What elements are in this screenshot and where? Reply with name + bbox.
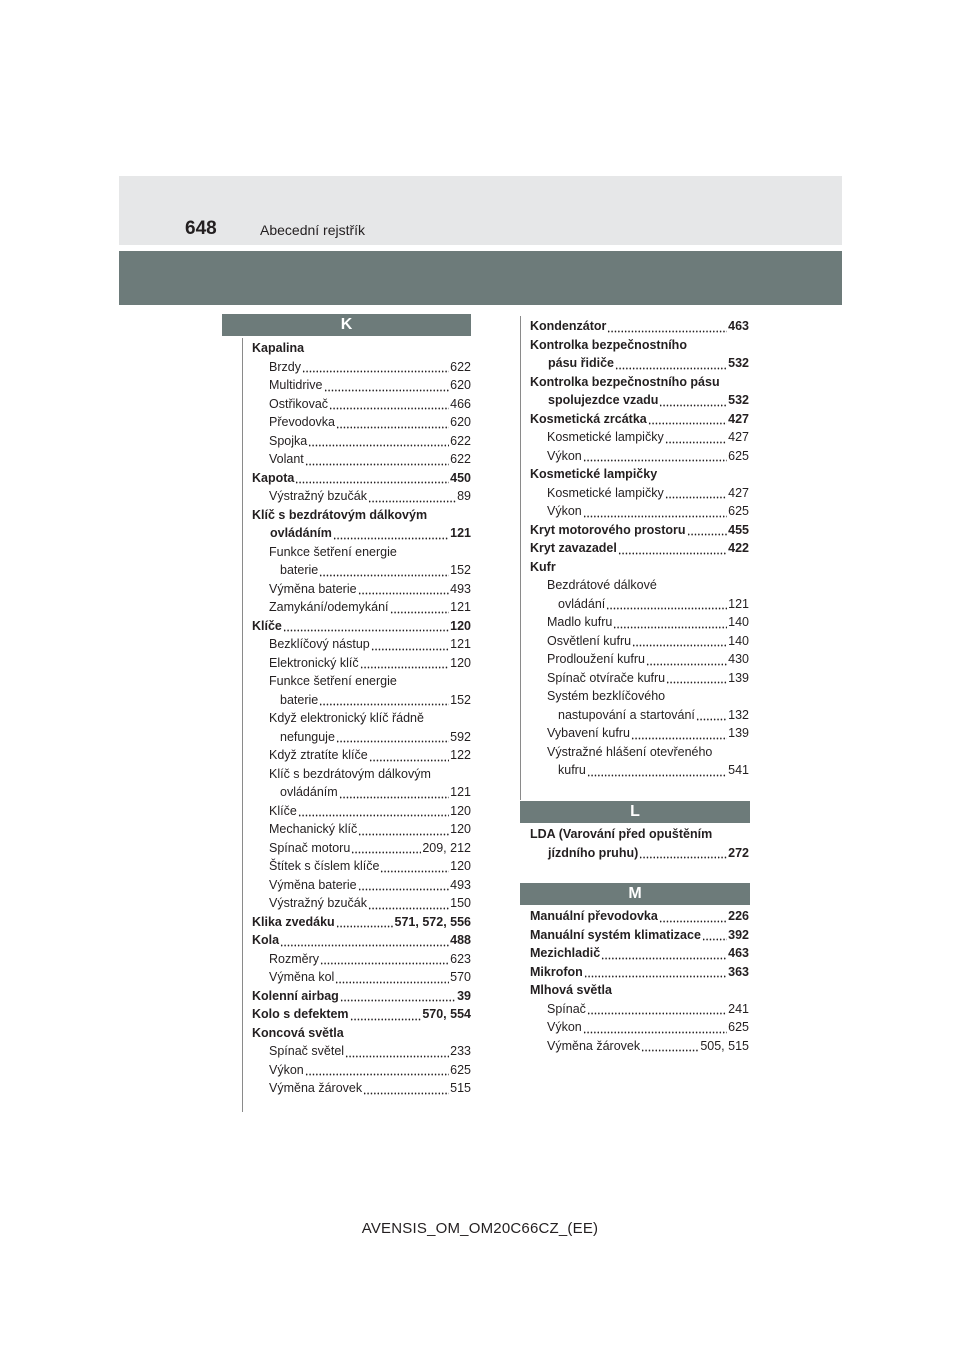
index-entry [252,432,471,451]
index-entry-page: 622 [450,433,471,448]
index-entry [252,1079,471,1098]
index-entry [252,802,471,821]
index-entry-page: 272 [728,845,749,860]
index-entry-label: Kryt zavazadel [530,541,617,555]
index-entry-label: Mlhová světla [530,983,612,997]
index-entry-label: Štítek s číslem klíče [269,859,380,873]
index-entry-label: Mechanický klíč [269,822,358,836]
index-entry-label: Výměna baterie [269,877,357,892]
index-entry-label: Když ztratíte klíče [269,748,368,762]
index-entry-label: Mikrofon [530,964,583,979]
dot-leader [601,946,727,960]
index-entry-page: 120 [450,859,471,873]
index-entry-label: Rozměry [269,951,320,966]
index-list-m [530,907,749,1055]
index-entry-label: Výměna žárovek [269,1081,363,1095]
index-entry-label: Kola [252,933,280,947]
index-entry [530,613,749,632]
index-entry-label: Klíč s bezdrátovým dálkovým [252,507,428,522]
dot-leader [702,927,727,941]
section-header-l: L [520,801,750,823]
index-entry-label: Výkon [547,504,582,518]
dot-leader [345,1044,449,1058]
index-entry-label: Vybavení kufru [547,726,630,740]
index-entry-label: Spínač otvírače kufru [547,670,666,685]
index-entry-label: Prodloužení kufru [547,652,645,666]
index-entry [252,339,471,358]
index-entry-page: 121 [450,600,471,614]
index-entry-label: Spínač světel [269,1044,345,1058]
index-entry-label: Kosmetické lampičky [547,485,664,500]
index-entry-label: Brzdy [269,359,301,374]
dot-leader [339,785,449,799]
index-entry [252,968,471,987]
index-entry [252,358,471,377]
index-entry [530,373,749,392]
index-entry [252,635,471,654]
index-entry-page: 505, 515 [700,1038,749,1053]
dot-leader [336,415,449,429]
index-entry [530,844,749,863]
index-entry [530,391,749,410]
dot-leader [618,541,727,555]
dot-leader [687,522,728,536]
index-entry [530,428,749,447]
index-entry-label: Bezklíčový nástup [269,637,370,651]
index-entry [252,820,471,839]
index-entry-label: Kolo s defektem [252,1007,349,1021]
index-entry-label: Výměna žárovek [547,1038,641,1053]
index-entry-page: 620 [450,378,471,392]
index-entry [252,654,471,673]
index-entry [530,502,749,521]
index-entry-label: Multidrive [269,378,323,392]
dot-leader [320,951,449,965]
dot-leader [639,845,727,859]
dot-leader [584,964,727,978]
index-entry-label: Klika zvedáku [252,914,335,929]
index-entry [252,950,471,969]
index-entry [530,465,749,484]
index-entry-label: Funkce šetření energie [269,544,397,559]
index-entry-page: 121 [450,637,471,651]
index-list-k [252,339,471,1098]
index-entry [530,447,749,466]
index-entry-page: 120 [450,803,471,818]
index-entry [252,894,471,913]
section-header-m: M [520,883,750,905]
dot-leader [358,877,450,891]
dot-leader [319,692,449,706]
header-band [119,176,842,245]
index-entry-label: baterie [280,563,319,577]
index-entry [252,580,471,599]
index-entry-page: 120 [450,822,471,836]
index-entry-label: Kapalina [252,341,305,355]
index-entry [530,558,749,577]
column-rule-right [520,316,521,800]
index-entry-label: Výměna kol [269,970,335,984]
index-entry-label: Kryt motorového prostoru [530,522,686,537]
dot-leader [606,596,727,610]
index-entry [530,484,749,503]
index-entry-label: Kosmetická zrcátka [530,411,647,426]
dot-leader [696,707,727,721]
index-entry-page: 493 [450,581,471,596]
index-entry [252,487,471,506]
index-entry-page: 89 [457,489,471,503]
index-entry-label: Volant [269,452,304,466]
dot-leader [350,1007,422,1021]
index-entry [252,691,471,710]
index-entry [252,783,471,802]
index-entry [252,376,471,395]
index-entry-label: Když elektronický klíč řádně [269,711,424,725]
index-entry [252,413,471,432]
index-entry-page: 139 [728,726,749,740]
dot-leader [368,896,449,910]
dot-leader [358,822,449,836]
index-entry [530,706,749,725]
dot-leader [390,600,450,614]
index-entry-page: 226 [728,909,749,923]
index-entry-page: 625 [728,448,749,463]
index-entry [252,839,471,858]
dot-leader [336,729,449,743]
index-entry-page: 532 [728,356,749,370]
dot-leader [665,430,727,444]
index-entry-label: baterie [280,692,319,707]
index-entry [530,539,749,558]
index-entry [252,876,471,895]
index-entry-page: 209, 212 [422,840,471,855]
index-entry-page: 488 [450,933,471,947]
index-entry-label: Výměna baterie [269,581,357,596]
index-entry-page: 150 [450,896,471,910]
index-entry-label: Systém bezklíčového [547,689,666,703]
index-entry-page: 152 [450,692,471,707]
index-entry-page: 570, 554 [422,1007,471,1021]
index-entry [252,1061,471,1080]
index-entry-label: pásu řidiče [548,356,614,370]
page-number: 648 [185,218,217,239]
index-entry [252,561,471,580]
index-entry-page: 430 [728,652,749,666]
index-list-l [530,825,749,862]
index-entry-page: 541 [728,763,749,777]
index-entry [530,317,749,336]
index-entry [530,336,749,355]
index-list-k-continued [530,317,749,780]
index-entry [530,1000,749,1019]
index-entry-label: Bezdrátové dálkové [547,578,657,592]
index-entry-label: LDA (Varování před opuštěním [530,827,713,841]
page-title: Abecední rejstřík [260,222,366,238]
index-entry-label: Koncová světla [252,1025,344,1040]
header-dark-band [119,251,842,305]
index-entry [530,410,749,429]
index-entry [530,595,749,614]
index-entry-page: 623 [450,951,471,966]
index-entry-page: 570 [450,970,471,984]
index-entry [252,931,471,950]
index-entry-page: 241 [728,1001,749,1016]
index-entry-label: Madlo kufru [547,615,613,629]
dot-leader [369,748,449,762]
column-rule-left [242,338,243,1112]
index-entry-label: ovládáním [270,526,332,540]
index-entry [530,354,749,373]
index-entry [530,907,749,926]
index-entry [530,576,749,595]
index-entry [252,506,471,525]
index-entry [252,450,471,469]
index-entry-page: 620 [450,415,471,429]
dot-leader [340,988,456,1002]
index-entry-label: Výkon [269,1062,304,1077]
dot-leader [587,1001,727,1015]
index-entry-page: 363 [728,964,749,979]
index-entry [530,669,749,688]
dot-leader [615,356,727,370]
index-entry-page: 427 [728,485,749,500]
dot-leader [329,396,449,410]
index-entry-label: Mezichladič [530,946,601,960]
index-entry-label: Manuální systém klimatizace [530,927,701,942]
dot-leader [363,1081,449,1095]
index-entry [530,926,749,945]
index-entry [252,543,471,562]
index-entry-label: Kontrolka bezpečnostního pásu [530,374,720,389]
index-entry [252,728,471,747]
dot-leader [308,433,449,447]
index-entry [530,687,749,706]
index-entry [530,761,749,780]
dot-leader [360,655,450,669]
index-entry-page: 463 [728,946,749,960]
index-entry-label: Klíč s bezdrátovým dálkovým [269,766,431,781]
index-entry [530,825,749,844]
dot-leader [380,859,449,873]
index-entry-page: 515 [450,1081,471,1095]
index-entry-label: Kolenní airbag [252,988,339,1003]
index-entry-label: Ostřikovač [269,396,329,411]
index-entry-page: 571, 572, 556 [394,914,471,929]
index-entry-label: Klíče [269,803,297,818]
dot-leader [659,393,727,407]
index-entry-label: Převodovka [269,415,336,429]
dot-leader [659,909,727,923]
index-entry [530,981,749,1000]
index-entry-page: 625 [728,1020,749,1034]
dot-leader [607,319,727,333]
index-entry-label: Spojka [269,433,308,448]
index-entry-page: 152 [450,563,471,577]
dot-leader [280,933,449,947]
document-code: AVENSIS_OM_OM20C66CZ_(EE) [361,1220,599,1237]
index-entry [530,743,749,762]
index-entry [252,469,471,488]
index-entry-label: Výkon [547,1020,582,1034]
index-entry [252,709,471,728]
index-entry-page: 120 [450,655,471,670]
index-entry-label: Výkon [547,448,582,463]
index-entry-label: ovládání [558,596,606,611]
index-entry-page: 422 [728,541,749,555]
index-entry-label: Výstražné hlášení otevřeného [547,744,713,759]
index-entry-page: 463 [728,319,749,333]
index-entry-label: Kosmetické lampičky [530,467,658,481]
index-entry-page: 122 [450,748,471,762]
index-entry-page: 427 [728,411,749,426]
dot-leader [632,633,727,647]
dot-leader [368,489,456,503]
index-entry-page: 455 [728,522,749,537]
index-entry-label: Kondenzátor [530,319,607,333]
index-entry [530,963,749,982]
dot-leader [358,581,450,595]
index-entry [530,944,749,963]
index-entry [530,1037,749,1056]
index-entry-label: Spínač [547,1001,586,1016]
index-entry [252,672,471,691]
index-entry-page: 450 [450,470,471,485]
index-entry-page: 132 [728,707,749,722]
index-entry-page: 140 [728,633,749,648]
index-entry-label: nefunguje [280,729,335,744]
dot-leader [631,726,727,740]
index-entry-label: nastupování a startování [558,707,695,722]
index-entry [252,395,471,414]
index-entry-label: ovládáním [280,785,338,799]
index-entry [530,632,749,651]
index-entry-page: 493 [450,877,471,892]
dot-leader [283,618,449,632]
index-entry-label: Spínač motoru [269,840,351,855]
index-entry-label: Kosmetické lampičky [547,430,664,444]
index-entry-label: Kufr [530,559,556,574]
dot-leader [646,652,727,666]
dot-leader [648,411,727,425]
index-entry-page: 392 [728,927,749,942]
index-entry-page: 592 [450,729,471,744]
index-entry [530,521,749,540]
index-entry-page: 622 [450,359,471,374]
index-entry [530,650,749,669]
dot-leader [583,504,727,518]
index-entry-label: Výstražný bzučák [269,896,367,910]
index-entry [252,1024,471,1043]
index-entry [252,913,471,932]
index-entry-page: 121 [728,596,749,611]
dot-leader [319,563,449,577]
dot-leader [335,970,449,984]
dot-leader [613,615,727,629]
dot-leader [583,448,727,462]
index-entry-label: Osvětlení kufru [547,633,632,648]
index-entry-label: Manuální převodovka [530,909,658,923]
dot-leader [302,359,449,373]
dot-leader [641,1038,699,1052]
dot-leader [298,803,449,817]
dot-leader [305,452,449,466]
dot-leader [587,763,727,777]
index-entry-page: 625 [450,1062,471,1077]
index-entry-page: 427 [728,430,749,444]
index-entry-page: 622 [450,452,471,466]
index-entry-page: 140 [728,615,749,629]
index-entry [530,724,749,743]
index-entry [252,746,471,765]
index-entry-page: 532 [728,393,749,407]
dot-leader [371,637,449,651]
dot-leader [305,1062,449,1076]
index-entry-label: kufru [558,763,586,777]
dot-leader [295,470,449,484]
index-entry-page: 120 [450,618,471,633]
index-entry-page: 466 [450,396,471,411]
dot-leader [666,670,727,684]
dot-leader [665,485,727,499]
index-entry-page: 139 [728,670,749,685]
index-entry [252,1042,471,1061]
index-entry-label: spolujezdce vzadu [548,393,659,407]
index-entry-page: 233 [450,1044,471,1058]
index-entry-label: Elektronický klíč [269,655,359,670]
index-entry-label: Kapota [252,470,295,485]
index-entry-label: Zamykání/odemykání [269,600,389,614]
index-entry-page: 121 [450,526,471,540]
index-entry [252,987,471,1006]
index-entry [252,1005,471,1024]
index-entry-label: Kontrolka bezpečnostního [530,337,687,352]
index-entry-label: Funkce šetření energie [269,674,397,688]
dot-leader [351,840,421,854]
section-header-k: K [222,314,471,336]
index-entry-label: jízdního pruhu) [548,845,639,860]
dot-leader [333,526,449,540]
index-entry-page: 625 [728,504,749,518]
index-entry [530,1018,749,1037]
index-entry [252,617,471,636]
index-entry [252,857,471,876]
dot-leader [583,1020,727,1034]
index-entry [252,524,471,543]
index-entry-page: 39 [457,988,471,1003]
index-entry-label: Výstražný bzučák [269,489,367,503]
index-entry [252,765,471,784]
index-entry [252,598,471,617]
dot-leader [336,914,394,928]
dot-leader [324,378,450,392]
index-entry-label: Klíče [252,618,282,633]
index-entry-page: 121 [450,785,471,799]
